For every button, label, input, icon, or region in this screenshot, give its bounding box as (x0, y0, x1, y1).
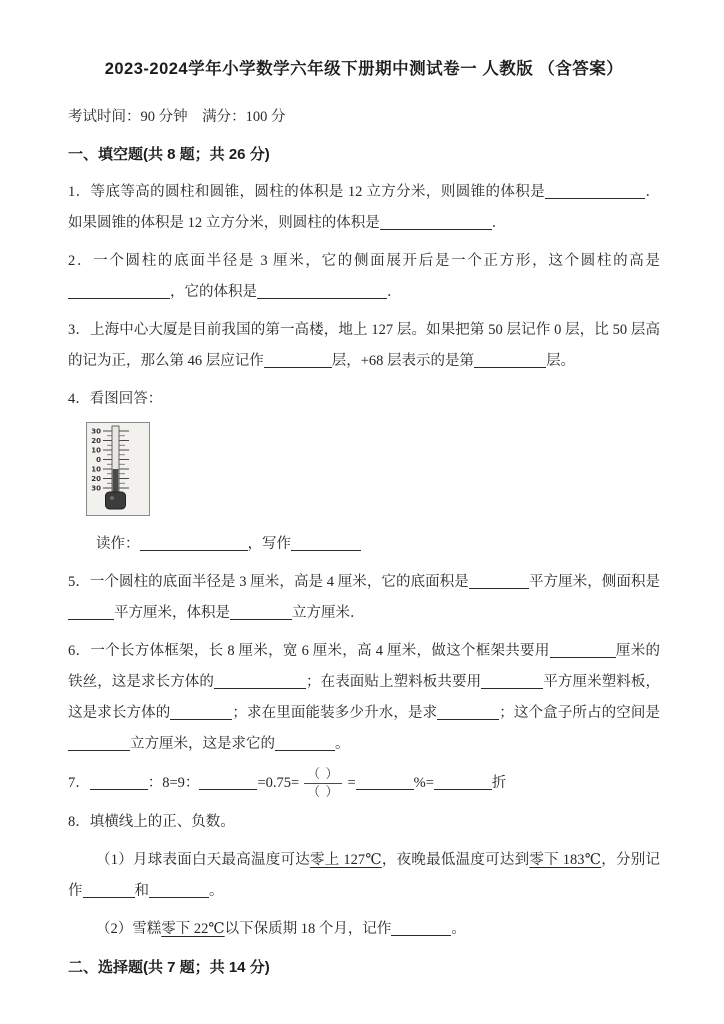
text-run: 层，+68 层表示的是第 (331, 353, 475, 369)
thermometer-scale-label: 20 (91, 437, 101, 445)
answer-blank (68, 606, 114, 620)
answer-blank (291, 537, 361, 551)
answer-blank (550, 644, 616, 658)
thermometer-figure (86, 422, 660, 521)
section-2-heading: 二、选择题(共 7 题；共 14 分) (68, 958, 270, 976)
answer-blank (68, 285, 170, 299)
question-3 (68, 315, 660, 377)
text-run: 立方厘米，这是求它的 (130, 736, 275, 752)
question-2 (68, 246, 660, 308)
answer-blank (474, 354, 546, 368)
thermometer-scale-label: 20 (91, 475, 101, 483)
text-run: （2）雪糕 (96, 920, 162, 937)
answer-blank (275, 737, 335, 751)
text-run: ． (387, 284, 402, 300)
text-run: 8．填横线上的正、负数。 (68, 813, 235, 830)
text-run: 3．上海中心大厦是目前我国的第一高楼，地上 127 层。如果把第 50 层记作 0 层，比 50 层高的记为正，那么第 46 层应记作 (68, 322, 660, 369)
section-1-heading: 一、填空题(共 8 题；共 26 分) (68, 146, 270, 163)
text-run: =0.75= (257, 774, 300, 791)
thermometer-scale-label: 30 (91, 427, 101, 436)
text-run: 立方厘米． (292, 605, 365, 621)
text-run: 平方厘米塑料板，这是求长方体的 (68, 674, 661, 721)
text-run: ：8=9： (147, 774, 200, 791)
text-run: 平方厘米，体积是 (114, 605, 230, 621)
underlined-text: 零下 183℃ (529, 851, 602, 868)
answer-blank (380, 216, 492, 230)
text-run: ． (491, 215, 507, 231)
text-run: = (347, 774, 356, 791)
answer-blank (356, 776, 414, 790)
exam-info: 考试时间：90 分钟 满分：100 分 (68, 109, 286, 125)
question-8-part2 (68, 914, 660, 945)
answer-blank (140, 537, 248, 551)
text-run: ，分别记作 (68, 851, 661, 899)
text-run: ，夜晚最低温度可达到 (381, 851, 530, 868)
fraction (304, 767, 342, 800)
text-run: 和 (134, 882, 149, 899)
answer-blank (257, 285, 387, 299)
thermometer-scale-label: 10 (91, 446, 101, 455)
question-7 (68, 767, 660, 800)
thermometer-bulb-highlight (110, 496, 114, 500)
answer-blank (83, 884, 135, 898)
text-run: ．如果圆锥的体积是 12 立方分米，则圆柱的体积是 (68, 184, 661, 231)
underlined-text: 零上 127℃ (310, 851, 382, 868)
text-run: 7． (68, 774, 90, 791)
text-run: 6．一个长方体框架，长 8 厘米，宽 6 厘米，高 4 厘米，做这个框架共要用 (68, 643, 550, 659)
answer-blank (391, 922, 451, 936)
fraction-denominator: （ ） (307, 783, 340, 799)
answer-blank (68, 737, 130, 751)
answer-blank (437, 706, 499, 720)
text-run: 折 (491, 774, 507, 791)
question-6 (68, 636, 660, 760)
question-5 (68, 567, 660, 629)
text-run: 层。 (546, 353, 576, 369)
question-4-prompt (68, 384, 660, 415)
thermometer-scale-label: 10 (91, 465, 101, 474)
thermometer-scale-label: 30 (91, 484, 101, 493)
fraction-numerator: （ ） (304, 767, 342, 784)
text-run: 1．等底等高的圆柱和圆锥，圆柱的体积是 12 立方分米，则圆锥的体积是 (68, 184, 546, 200)
answer-blank (264, 354, 332, 368)
thermometer-bulb (106, 492, 126, 509)
answer-blank (149, 884, 209, 898)
thermometer-image (86, 422, 150, 516)
text-run: 。 (335, 736, 350, 752)
answer-blank (170, 706, 232, 720)
text-run: 厘米的铁丝，这是求长方体的 (68, 643, 661, 690)
text-run: 2．一个圆柱的底面半径是 3 厘米，它的侧面展开后是一个正方形，这个圆柱的高是 (68, 253, 660, 269)
text-run: ，它的体积是 (170, 284, 257, 300)
answer-blank (545, 185, 645, 199)
text-run: %= (413, 774, 434, 791)
text-run: ；这个盒子所占的空间是 (499, 705, 661, 721)
text-run: 。 (451, 920, 466, 937)
text-run: 4．看图回答： (68, 391, 163, 407)
text-run: 以下保质期 18 个月，记作 (224, 920, 392, 937)
question-8-part1 (68, 845, 660, 907)
question-4-answer-line (68, 529, 660, 560)
text-run: 。 (209, 882, 224, 899)
question-8-prompt (68, 807, 660, 838)
text-run: ，写作 (247, 536, 291, 552)
answer-blank (199, 776, 257, 790)
text-run: 5．一个圆柱的底面半径是 3 厘米，高是 4 厘米，它的底面积是 (68, 574, 469, 590)
answer-blank (230, 606, 292, 620)
text-run: ；求在里面能装多少升水，是求 (232, 705, 438, 721)
text-run: 平方厘米，侧面积是 (528, 574, 661, 590)
answer-blank (90, 776, 148, 790)
text-run: （1）月球表面白天最高温度可达 (96, 851, 311, 868)
page-title: 2023-2024学年小学数学六年级下册期中测试卷一 人教版 （含答案） (104, 60, 624, 78)
answer-blank (214, 675, 306, 689)
text-run: 读作： (96, 536, 140, 552)
underlined-text: 零下 22℃ (161, 920, 225, 937)
question-1 (68, 177, 660, 239)
answer-blank (434, 776, 492, 790)
thermometer-mercury (113, 469, 119, 494)
answer-blank (469, 575, 529, 589)
thermometer-scale-label: 0 (96, 456, 101, 464)
text-run: ；在表面贴上塑料板共要用 (306, 674, 482, 690)
answer-blank (481, 675, 543, 689)
